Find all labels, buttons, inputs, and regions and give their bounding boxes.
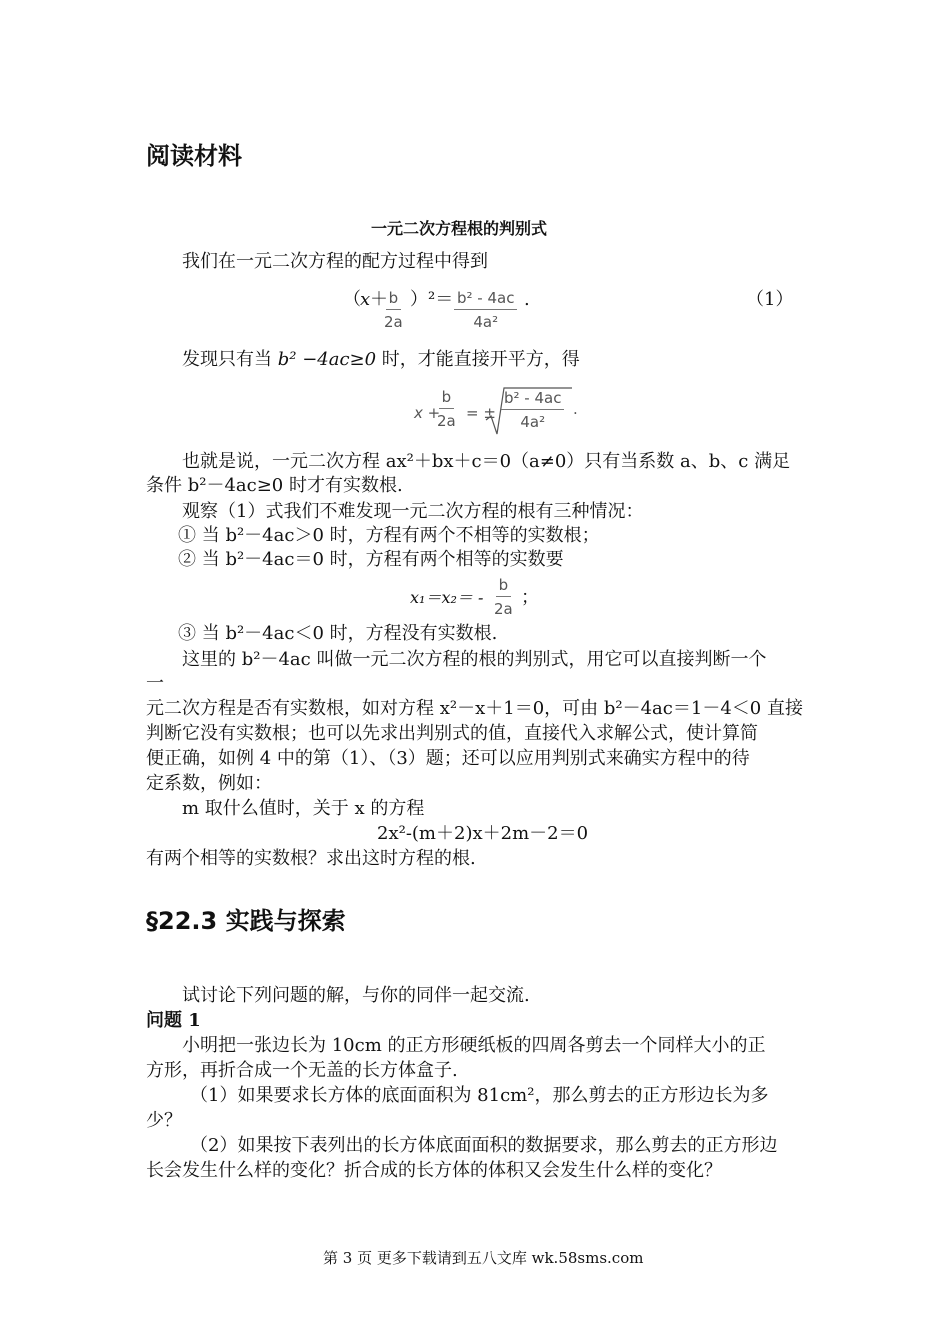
- case-3: ③ 当 b²－4ac＜0 时，方程没有实数根.: [178, 623, 498, 644]
- paragraph-condition: 发现只有当 b² −4ac≥0 时，才能直接开平方，得: [182, 349, 580, 370]
- page-footer: 第 3 页 更多下载请到五八文库 wk.58sms.com: [323, 1249, 644, 1267]
- case-1: ① 当 b²－4ac＞0 时，方程有两个不相等的实数根；: [178, 525, 600, 546]
- fraction-b-over-2a: $\frac{b}{2a}$: [384, 289, 403, 331]
- paragraph-intro: 我们在一元二次方程的配方过程中得到: [182, 251, 488, 272]
- fraction-discriminant: $\frac{\text{b² - 4ac}}{\text{4a²}}$: [454, 289, 517, 331]
- reading-heading: 阅读材料: [146, 142, 242, 170]
- paragraph-discuss: 试讨论下列问题的解，与你的同伴一起交流.: [182, 985, 530, 1006]
- case-2: ② 当 b²－4ac＝0 时，方程有两个相等的实数要: [178, 549, 564, 570]
- problem-label: 问题 1: [146, 1010, 201, 1031]
- equation-number: （1）: [746, 289, 794, 310]
- section-heading-22-3: §22.3 实践与探索: [146, 907, 346, 935]
- article-title: 一元二次方程根的判别式: [371, 219, 548, 238]
- paragraph-observe: 观察（1）式我们不难发现一元二次方程的根有三种情况：: [182, 501, 644, 522]
